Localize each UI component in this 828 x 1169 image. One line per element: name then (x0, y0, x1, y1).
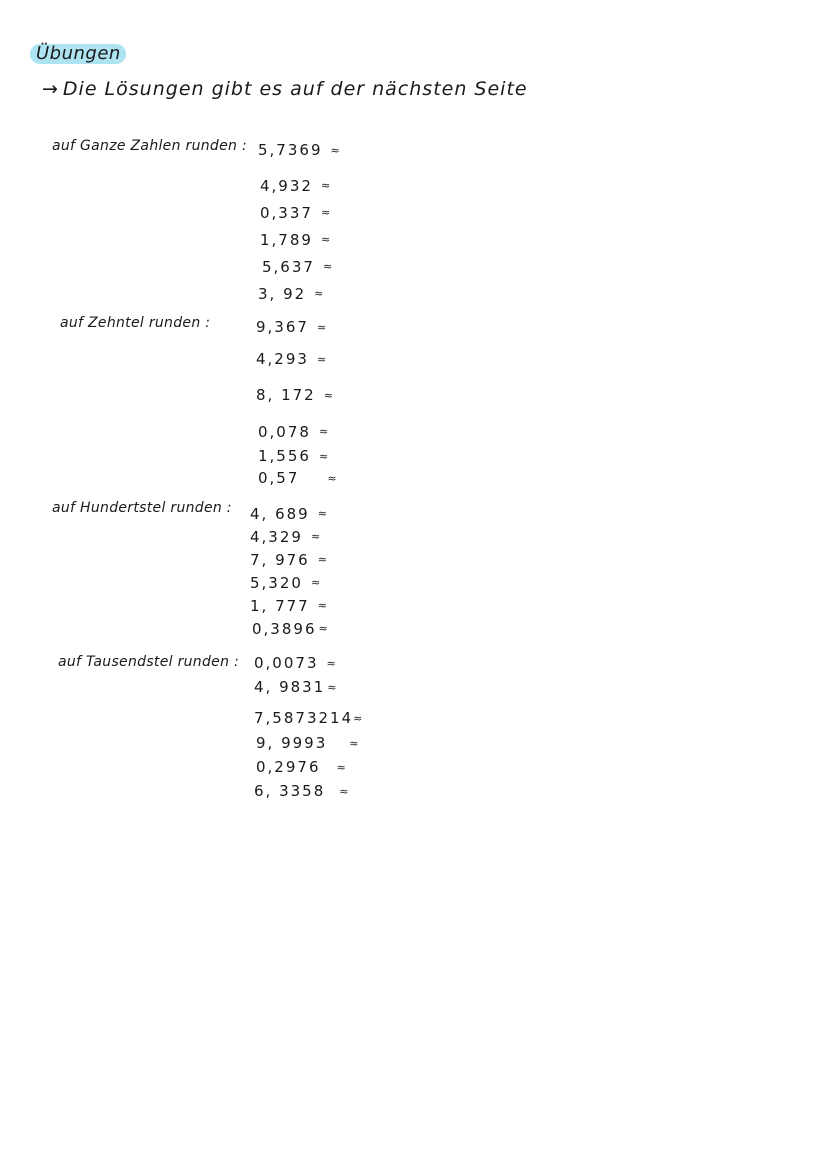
approx-icon: ≈ (318, 622, 328, 635)
approx-icon: ≈ (330, 143, 340, 157)
approx-icon: ≈ (314, 287, 324, 300)
value-item (250, 571, 328, 594)
value-number: 0,0073 (254, 654, 319, 672)
value-number: 0,337 (260, 203, 313, 222)
value-item (258, 467, 337, 489)
value-item (262, 253, 340, 280)
value-list (254, 651, 362, 803)
value-number: 7,5873214 (254, 709, 354, 727)
instruction-line (42, 78, 528, 100)
value-item (256, 731, 362, 755)
section-label: auf Zehntel runden : (60, 315, 211, 331)
value-number: 0,57 (258, 469, 300, 487)
value-number: 1, 777 (250, 596, 310, 615)
approx-icon: ≈ (327, 471, 337, 485)
value-list (258, 136, 340, 307)
value-number: 4, 9831 (254, 678, 326, 696)
value-item (254, 779, 362, 803)
value-item (252, 617, 328, 640)
approx-icon: ≈ (318, 425, 329, 438)
value-number: 1,789 (260, 230, 313, 249)
value-number: 9, 9993 (256, 734, 328, 752)
value-number: 4,293 (256, 350, 309, 368)
approx-icon: ≈ (349, 736, 359, 750)
value-number: 3, 92 (258, 284, 307, 303)
section-label: auf Tausendstel runden : (58, 654, 240, 670)
section-label: auf Ganze Zahlen runden : (52, 138, 247, 154)
arrow-right-icon: → (42, 78, 59, 100)
approx-icon: ≈ (339, 784, 349, 798)
value-item (254, 705, 362, 731)
approx-icon: ≈ (316, 352, 327, 366)
approx-icon: ≈ (323, 388, 333, 402)
value-item (258, 418, 337, 445)
approx-icon: ≈ (316, 320, 327, 334)
page-title: Übungen (36, 42, 121, 64)
value-item (250, 525, 328, 548)
title-block (30, 40, 121, 66)
approx-icon: ≈ (310, 530, 321, 543)
value-list (250, 502, 328, 640)
value-number: 1,556 (258, 447, 311, 465)
value-item (260, 172, 340, 199)
value-list (256, 312, 337, 489)
value-item (256, 755, 362, 779)
value-item (250, 502, 328, 525)
instruction-text: Die Lösungen gibt es auf der nächsten Seite (62, 78, 528, 100)
value-number: 4,932 (260, 176, 313, 195)
approx-icon: ≈ (320, 179, 331, 192)
approx-icon: ≈ (310, 576, 321, 589)
value-number: 5,320 (250, 573, 303, 592)
approx-icon: ≈ (318, 449, 329, 463)
value-item (256, 380, 337, 410)
value-item (256, 344, 337, 374)
approx-icon: ≈ (336, 760, 346, 774)
approx-icon: ≈ (320, 206, 331, 219)
approx-icon: ≈ (322, 260, 333, 273)
value-item (258, 136, 340, 164)
value-item (260, 226, 340, 253)
value-item (250, 594, 328, 617)
section-label: auf Hundertstel runden : (52, 500, 232, 516)
value-item (254, 651, 362, 675)
value-number: 5,637 (262, 257, 315, 276)
approx-icon: ≈ (317, 599, 327, 612)
value-item (250, 548, 328, 571)
approx-icon: ≈ (317, 553, 327, 566)
value-number: 5,7369 (258, 141, 323, 159)
value-number: 7, 976 (250, 550, 310, 569)
approx-icon: ≈ (327, 680, 337, 694)
approx-icon: ≈ (320, 233, 331, 246)
value-number: 0,2976 (256, 758, 321, 776)
value-number: 4, 689 (250, 504, 310, 523)
value-item (258, 280, 340, 307)
value-item (260, 199, 340, 226)
value-number: 4,329 (250, 527, 303, 546)
value-number: 0,3896 (252, 619, 317, 638)
value-item (256, 312, 337, 342)
value-number: 0,078 (258, 422, 311, 441)
value-item (254, 675, 362, 699)
value-number: 8, 172 (256, 386, 316, 404)
approx-icon: ≈ (353, 711, 363, 725)
value-number: 6, 3358 (254, 782, 326, 800)
approx-icon: ≈ (326, 656, 336, 670)
value-item (258, 445, 337, 467)
approx-icon: ≈ (317, 507, 327, 520)
value-number: 9,367 (256, 318, 309, 336)
